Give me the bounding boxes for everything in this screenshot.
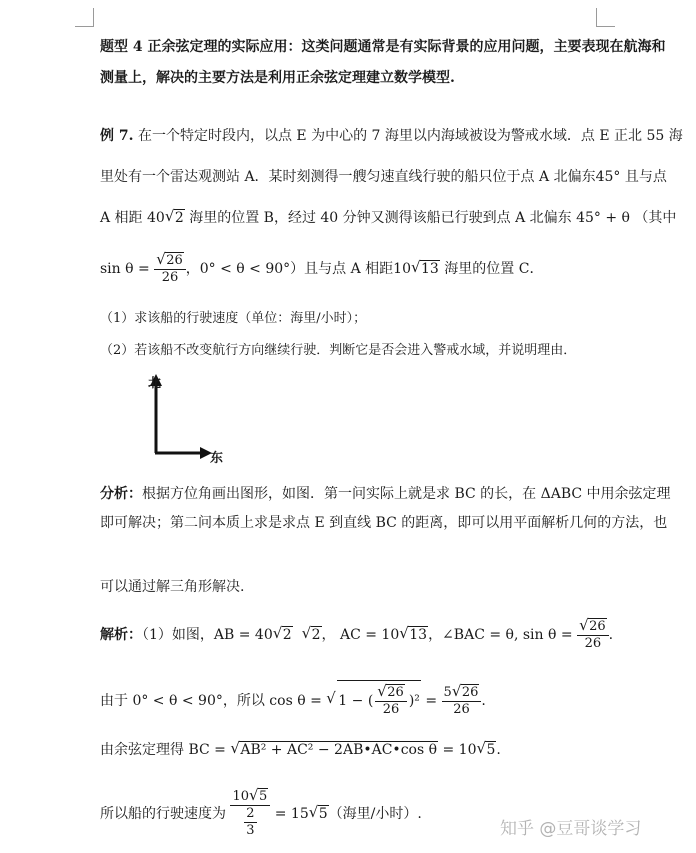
analysis-line2: 即可解决；第二问本质上求是求点 E 到直线 BC 的距离，即可以用平面解析几何的方法，也: [100, 515, 668, 531]
sqrt-2: √ 2: [165, 208, 185, 228]
analysis-label: 分析：: [100, 486, 142, 502]
page-corner-mark-left: [75, 8, 94, 27]
topic-heading-line1: 题型 4 正余弦定理的实际应用：这类问题通常是有实际背景的应用问题，主要表现在航海和: [100, 39, 666, 55]
example-line3: [100, 208, 676, 228]
solution-line4: 所以船的行驶速度为 10√ 5 2 3 = 15√ 5（海里/小时）.: [100, 784, 422, 844]
example-line3-a: A 相距 40: [100, 210, 165, 226]
example-line3-b: 海里的位置 B，经过 40 分钟又测得该船已行驶到点 A 北偏东 45° + θ （其中: [184, 210, 677, 226]
example-line4: sin θ = √ $\frac{26}{26}$ ，0° < θ < 90°）且与点 A 相距10√ 13 海里的位置 C．: [100, 252, 543, 286]
law-of-cosines-radical: √ AB² + AC² − 2AB•AC•cos θ: [230, 740, 438, 760]
example-line2: 里处有一个雷达观测站 A．某时刻测得一艘匀速直线行驶的船只位于点 A 北偏东45° 且与点: [100, 169, 667, 185]
analysis-line3: 可以通过解三角形解决.: [100, 579, 245, 595]
zhihu-watermark: 知乎 @豆哥谈学习: [500, 819, 642, 839]
example-line1: [100, 126, 683, 146]
analysis-line1: 分析：根据方位角画出图形，如图．第一问实际上就是求 BC 的长，在 ΔABC 中用余弦定理: [100, 486, 671, 502]
sin-fraction: √ $\frac{26}{26}$: [154, 253, 186, 286]
compass-north-label: 北: [148, 376, 162, 391]
question-1: （1）求该船的行驶速度（单位：海里/小时）；: [100, 311, 367, 326]
compass-east-label: 东: [210, 451, 224, 466]
topic-heading-line2: 测量上，解决的主要方法是利用正余弦定理建立数学模型.: [100, 70, 455, 86]
solution-line3: 由余弦定理得 BC = √ AB² + AC² − 2AB•AC•cos θ = 10√ 5.: [100, 740, 501, 760]
solution-line1: 解析：（1）如图，AB = 40√ 2 √ 2， AC = 10√ 13，∠BAC = θ, sin θ = √ $\frac{26}{26}$ .: [100, 618, 613, 652]
example-label: 例 7.: [100, 128, 134, 144]
question-2: （2）若该船不改变航行方向继续行驶．判断它是否会进入警戒水域，并说明理由．: [100, 343, 577, 358]
solution-label: 解析：: [100, 627, 142, 643]
page-corner-mark-right: [596, 8, 615, 27]
sqrt-13: √ 13: [411, 252, 440, 286]
cos-result-fraction: $\frac{5√ 26}{26}$: [442, 685, 482, 718]
sin-theta-fraction: √ $\frac{26}{26}$: [577, 619, 609, 652]
speed-fraction: 10√ 5 2 3: [230, 789, 270, 839]
example-text: 在一个特定时段内，以点 E 为中心的 7 海里以内海域被设为警戒水域．点 E 正北 55 海: [137, 128, 683, 144]
cos-radical: √ 1 − ( √ $\frac{26}{26}$ )²: [326, 680, 421, 721]
solution-line2: 由于 0° < θ < 90°，所以 cos θ = √ 1 − ( √ $\frac{26}{26}$ )² = $\frac{5√ 26}{26}$ .: [100, 680, 486, 721]
